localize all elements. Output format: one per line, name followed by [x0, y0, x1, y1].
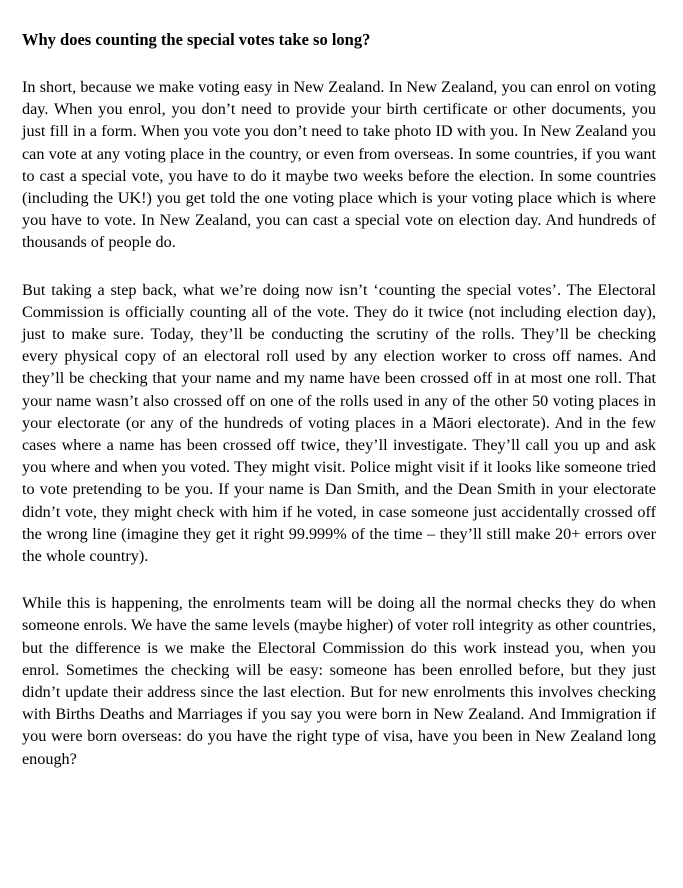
document-title: Why does counting the special votes take so long?: [22, 30, 371, 49]
document-page: [22, 29, 656, 795]
paragraph-voting-easy: In short, because we make voting easy in New Zealand. In New Zealand, you can enrol on voting day. When you enrol, you don’t need to provide your birth certificate or other documents, you just fill in a form. When you vote you don’t need to take photo ID with you. In New Zealand you can vote at any voting place in the country, or even from overseas. In some countries, if you want to cast a special vote, you have to do it maybe two weeks before the election. In some countries (including the UK!) you get told the one voting place which is your voting place which is where you have to vote. In New Zealand, you can cast a special vote on election day. And hundreds of thousands of people do.: [22, 78, 656, 252]
paragraph-counting-vote: But taking a step back, what we’re doing now isn’t ‘counting the special votes’. The Electoral Commission is officially counting all of the vote. They do it twice (not including election day), just to make sure. Today, they’ll be conducting the scrutiny of the rolls. They’ll be checking every physical copy of an electoral roll used by any election worker to cross off names. And they’ll be checking that your name and my name have been crossed off in at most one roll. That your name wasn’t also crossed off on one of the rolls used in any of the other 50 voting places in your electorate (or any of the hundreds of voting places in a Māori electorate). And in the few cases where a name has been crossed off twice, they’ll investigate. They’ll call you up and ask you where and when you voted. They might visit. Police might visit if it looks like someone tried to vote pretending to be you. If your name is Dan Smith, and the Dean Smith in your electorate didn’t vote, they might check with him if he voted, in case someone just accidentally crossed off the wrong line (imagine they get it right 99.999% of the time – they’ll still make 20+ errors over the whole country).: [22, 280, 656, 566]
paragraph-enrolment-checks: While this is happening, the enrolments team will be doing all the normal checks they do when someone enrols. We have the same levels (maybe higher) of voter roll integrity as other countries, but the difference is we make the Electoral Commission do this work instead you, when you enrol. Sometimes the checking will be easy: someone has been enrolled before, but they just didn’t update their address since the last election. But for new enrolments this involves checking with Births Deaths and Marriages if you say you were born in New Zealand. And Immigration if you were born overseas: do you have the right type of visa, have you been in New Zealand long enough?: [22, 594, 656, 768]
